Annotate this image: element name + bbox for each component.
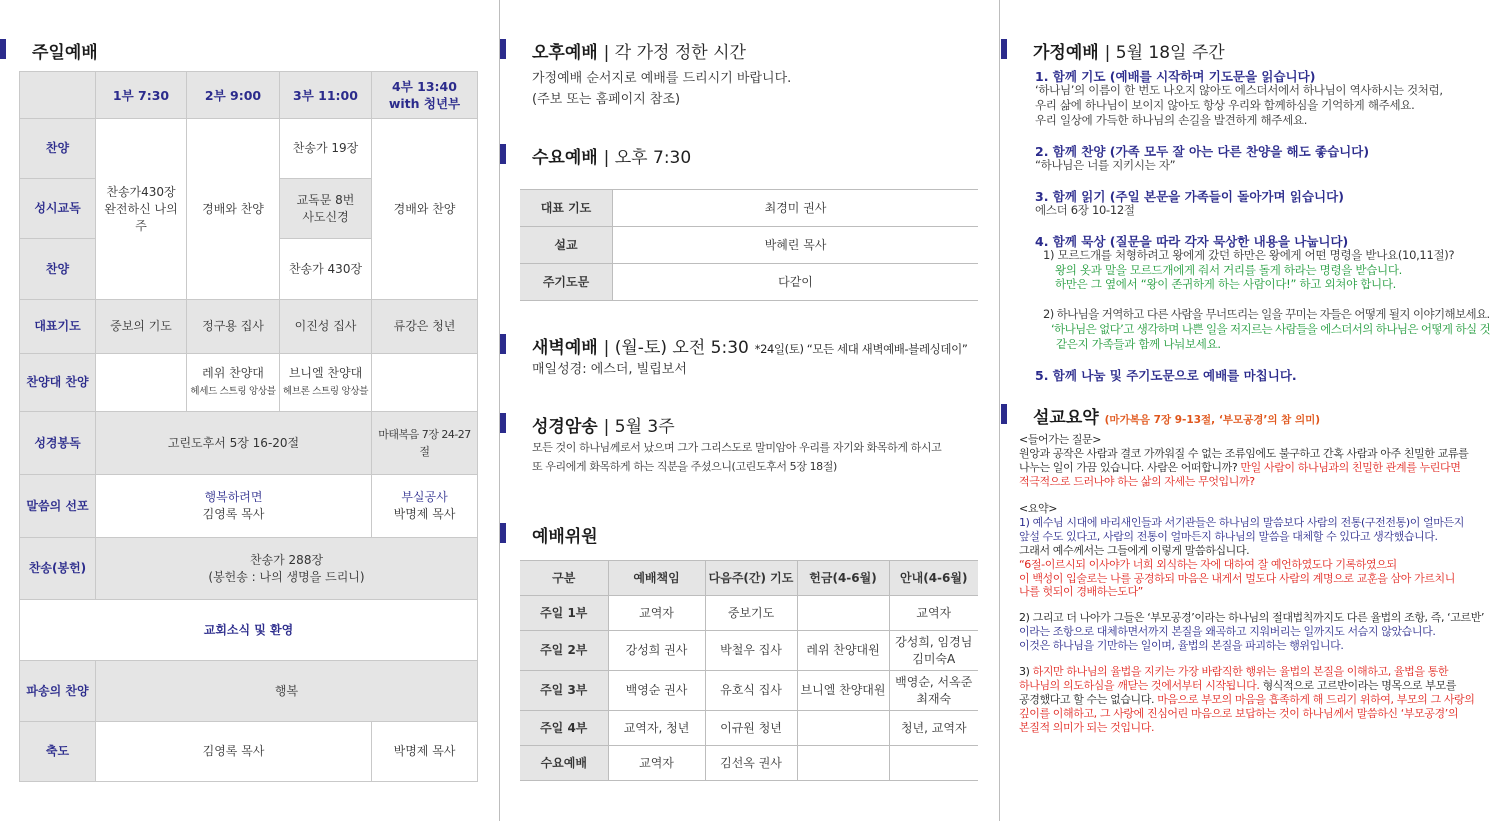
- staff-cell: 교역자: [889, 596, 978, 631]
- section-marker: [500, 334, 506, 354]
- header-service-2: 2부 9:00: [187, 72, 280, 119]
- p1-praise: 찬송가430장 완전하신 나의 주: [96, 119, 187, 300]
- family-text: 에스더 6장 10-12절: [1035, 203, 1135, 217]
- memory-line1: 모든 것이 하나님께로서 났으며 그가 그리스도로 말미암아 우리를 자기와 화목하게 하시고: [532, 441, 942, 454]
- row-label-reading: 성경봉독: [20, 412, 96, 475]
- family-text: 우리 일상에 가득한 하나님의 손길을 발견하게 해주세요.: [1035, 113, 1308, 127]
- staff-cell: 강성희, 임경님 김미숙A: [889, 631, 978, 671]
- afternoon-line1: 가정예배 순서지로 예배를 드리시기 바랍니다.: [532, 71, 792, 86]
- family-answer: 왕의 옷과 말을 모르드개에게 줘서 거리를 돌게 하라는 명령을 받습니다.: [1055, 263, 1403, 277]
- family-answer: ‘하나님은 없다’고 생각하며 나쁜 일을 저지르는 사람들을 에스더서의 하나님은 어떻게 하실 것: [1051, 322, 1491, 336]
- p3-hymn2: 찬송가 430장: [280, 239, 372, 300]
- staff-header: 예배책임: [608, 561, 705, 596]
- staff-header: 구분: [520, 561, 608, 596]
- summary-body-2: 2) 그리고 더 나아가 그들은 ‘부모공경’이라는 하나님의 절대법칙까지도 다른 율법의 조항, 즉, ‘고르반’ 이라는 조항으로 대체하면서까지 본질을 왜곡하고 지워버리는 일까지도 서슴지 않았습니다. 이것은 하나님을 기만하는 일이며, 율법의 본질을 파괴하는 행위입니다.: [1019, 611, 1485, 652]
- staff-header: 다음주(간) 기도: [705, 561, 797, 596]
- afternoon-line2: (주보 또는 홈페이지 참조): [532, 92, 681, 107]
- staff-cell: 백영순, 서옥준 최재숙: [889, 671, 978, 711]
- row-label-poem: 성시교독: [20, 179, 96, 239]
- row-label-prayer: 대표기도: [20, 300, 96, 354]
- staff-cell: 김선옥 권사: [705, 746, 797, 781]
- choir-p2: 레위 찬양대 헤세드 스트링 앙상블: [187, 354, 280, 412]
- wednesday-table: [520, 189, 978, 301]
- staff-cell: 교역자: [608, 746, 705, 781]
- family-text: 우리 삶에 하나님이 보이지 않아도 항상 우리와 함께하심을 기억하게 해주세요.: [1035, 98, 1415, 112]
- prayer-p1: 중보의 기도: [96, 300, 187, 354]
- family-text: ‘하나님’의 이름이 한 번도 나오지 않아도 에스더서에서 하나님이 역사하시는 것처럼,: [1035, 83, 1443, 97]
- staff-header: 안내(4-6월): [889, 561, 978, 596]
- staff-cell: 청년, 교역자: [889, 711, 978, 746]
- p3-poem: 교독문 8번 사도신경: [280, 179, 372, 239]
- family-question: 1) 모르드개를 처형하려고 왕에게 갔던 하만은 왕에게 어떤 명령을 받나요(10,11절)?: [1043, 248, 1455, 262]
- sending-value: 행복: [96, 661, 478, 722]
- p4-praise: 경배와 찬양: [372, 119, 478, 300]
- wed-label: 주기도문: [520, 264, 613, 301]
- family-step-1: 1. 함께 기도 (예배를 시작하며 기도문을 읽습니다): [1035, 69, 1316, 84]
- family-answer: 하만은 그 옆에서 “왕이 존귀하게 하는 사람이다!” 하고 외쳐야 합니다.: [1055, 277, 1397, 291]
- staff-cell: [797, 596, 889, 631]
- header-service-3: 3부 11:00: [280, 72, 372, 119]
- section-marker: [1001, 404, 1007, 424]
- choir-p1: [96, 354, 187, 412]
- sermon-p4: 부실공사 박명제 목사: [372, 475, 478, 538]
- row-label-hymn: 찬양: [20, 119, 96, 179]
- staff-cell: 유호식 집사: [705, 671, 797, 711]
- header-service-4: 4부 13:40 with 청년부: [372, 72, 478, 119]
- staff-cell: [797, 746, 889, 781]
- section-marker: [0, 39, 6, 59]
- family-step-2: 2. 함께 찬양 (가족 모두 잘 아는 다른 찬양을 해도 좋습니다): [1035, 144, 1370, 159]
- staff-cell: 교역자, 청년: [608, 711, 705, 746]
- staff-cell: 브니엘 찬양대원: [797, 671, 889, 711]
- afternoon-title: 오후예배 | 각 가정 정한 시간: [532, 43, 746, 63]
- staff-cell: 강성희 권사: [608, 631, 705, 671]
- staff-header: 헌금(4-6월): [797, 561, 889, 596]
- summary-body-1: <요약> 1) 예수님 시대에 바리새인들과 서기관들은 하나님의 말씀보다 사람의 전통(구전전통)이 얼마든지 앞설 수도 있다고, 사람의 전통이 얼마든지 하나님의 말씀을 대체할 수 있다고 생각했습니다. 그래서 예수께서는 그들에게 이렇게 말씀하십니다. “6절-이르시되 이사야가 너희 외식하는 자에 대하여 잘 예언하였도다 기록하였으되 이 백성이 입술로는 나를 공경하되 마음은 내게서 멀도다 사람의 계명으로 교훈을 삼아 가르치니 나를 헛되이 경배하는도다”: [1019, 502, 1464, 599]
- row-label-sermon: 말씀의 선포: [20, 475, 96, 538]
- header-service-1: 1부 7:30: [96, 72, 187, 119]
- staff-cell: 이규원 청년: [705, 711, 797, 746]
- row-label-sending: 파송의 찬양: [20, 661, 96, 722]
- header-empty: [20, 72, 96, 119]
- staff-table: [520, 560, 978, 781]
- sermon-main: 행복하려면 김영록 목사: [96, 475, 372, 538]
- church-news: 교회소식 및 환영: [20, 600, 478, 661]
- family-text: “하나님은 너를 지키시는 자”: [1035, 158, 1176, 172]
- reading-main: 고린도후서 5장 16-20절: [96, 412, 372, 475]
- section-marker: [500, 39, 506, 59]
- staff-cell: 중보기도: [705, 596, 797, 631]
- dawn-title: 새벽예배 | (월-토) 오전 5:30 *24일(토) “모든 세대 새벽예배-블레싱데이”: [532, 338, 968, 358]
- summary-title: 설교요약 (마가복음 7장 9-13절, ‘부모공경’의 참 의미): [1033, 408, 1321, 428]
- choir-p4: [372, 354, 478, 412]
- p2-praise: 경배와 찬양: [187, 119, 280, 300]
- staff-cell: 레위 찬양대원: [797, 631, 889, 671]
- staff-cell: [889, 746, 978, 781]
- row-label-offering: 찬송(봉헌): [20, 538, 96, 600]
- staff-cell: 교역자: [608, 596, 705, 631]
- family-step-3: 3. 함께 읽기 (주일 본문을 가족들이 돌아가며 읽습니다): [1035, 189, 1344, 204]
- section-marker: [1001, 39, 1007, 59]
- staff-row-label: 주일 3부: [520, 671, 608, 711]
- wednesday-title: 수요예배 | 오후 7:30: [532, 148, 692, 168]
- reading-p4: 마태복음 7장 24-27절: [372, 412, 478, 475]
- staff-cell: 백영순 권사: [608, 671, 705, 711]
- staff-row-label: 주일 2부: [520, 631, 608, 671]
- choir-p3: 브니엘 찬양대 헤브론 스트링 앙상블: [280, 354, 372, 412]
- memory-title: 성경암송 | 5월 3주: [532, 417, 675, 437]
- prayer-p3: 이진성 집사: [280, 300, 372, 354]
- prayer-p4: 류강은 청년: [372, 300, 478, 354]
- wed-label: 설교: [520, 227, 613, 264]
- section-marker: [500, 523, 506, 543]
- staff-title: 예배위원: [532, 527, 598, 547]
- p3-hymn: 찬송가 19장: [280, 119, 372, 179]
- summary-intro: <들어가는 질문> 원앙과 공작은 사람과 결코 가까워질 수 없는 조류임에도 불구하고 간혹 사람과 아주 친밀한 교류를 나누는 일이 가끔 있습니다. 사람은 어떠합니까? 만일 사람이 하나님과의 친밀한 관계를 누린다면 적극적으로 드러나야 하는 삶의 자세는 무엇입니까?: [1019, 433, 1469, 488]
- family-question: 2) 하나님을 거역하고 다른 사람을 무너뜨리는 일을 꾸미는 자들은 어떻게 될지 이야기해보세요.: [1043, 307, 1490, 321]
- staff-row-label: 수요예배: [520, 746, 608, 781]
- wed-label: 대표 기도: [520, 190, 613, 227]
- staff-row-label: 주일 4부: [520, 711, 608, 746]
- family-title: 가정예배 | 5월 18일 주간: [1033, 43, 1225, 63]
- wed-value: 다같이: [613, 264, 979, 301]
- section-marker: [500, 144, 506, 164]
- memory-line2: 또 우리에게 화목하게 하는 직분을 주셨으니(고린도후서 5장 18절): [532, 460, 837, 473]
- prayer-p2: 정구용 집사: [187, 300, 280, 354]
- staff-cell: 박철우 집사: [705, 631, 797, 671]
- summary-body-3: 3) 하지만 하나님의 율법을 지키는 가장 바람직한 행위는 율법의 본질을 이해하고, 율법을 통한 하나님의 의도하심을 깨닫는 것에서부터 시작됩니다. 형식적으로 고르반이라는 명목으로 부모를 공경했다고 할 수는 없습니다. 마음으로 부모의 마음을 흡족하게 해 드리기 위하여, 부모의 그 사랑의 깊이를 이해하고, 그 사랑에 진심어린 마음으로 보답하는 것이 하나님께서 말씀하신 ‘부모공경’의 본질적 의미가 되는 것입니다.: [1019, 665, 1475, 734]
- blessing-main: 김영록 목사: [96, 722, 372, 782]
- row-label-hymn2: 찬양: [20, 239, 96, 300]
- column-divider: [999, 0, 1000, 821]
- row-label-blessing: 축도: [20, 722, 96, 782]
- staff-cell: [797, 711, 889, 746]
- sunday-title: 주일예배: [32, 43, 98, 63]
- blessing-p4: 박명제 목사: [372, 722, 478, 782]
- wed-value: 박혜린 목사: [613, 227, 979, 264]
- family-step-5: 5. 함께 나눔 및 주기도문으로 예배를 마칩니다.: [1035, 368, 1297, 383]
- sunday-order-table: [19, 71, 478, 782]
- section-marker: [500, 413, 506, 433]
- column-divider: [499, 0, 500, 821]
- row-label-choir: 찬양대 찬양: [20, 354, 96, 412]
- dawn-line: 매일성경: 에스더, 빌립보서: [532, 362, 687, 377]
- staff-row-label: 주일 1부: [520, 596, 608, 631]
- wed-value: 최경미 권사: [613, 190, 979, 227]
- family-step-4: 4. 함께 묵상 (질문을 따라 각자 묵상한 내용을 나눕니다): [1035, 234, 1349, 249]
- family-answer: 같은지 가족들과 함께 나눠보세요.: [1056, 337, 1221, 351]
- offering-value: 찬송가 288장 (봉헌송 : 나의 생명을 드리니): [96, 538, 478, 600]
